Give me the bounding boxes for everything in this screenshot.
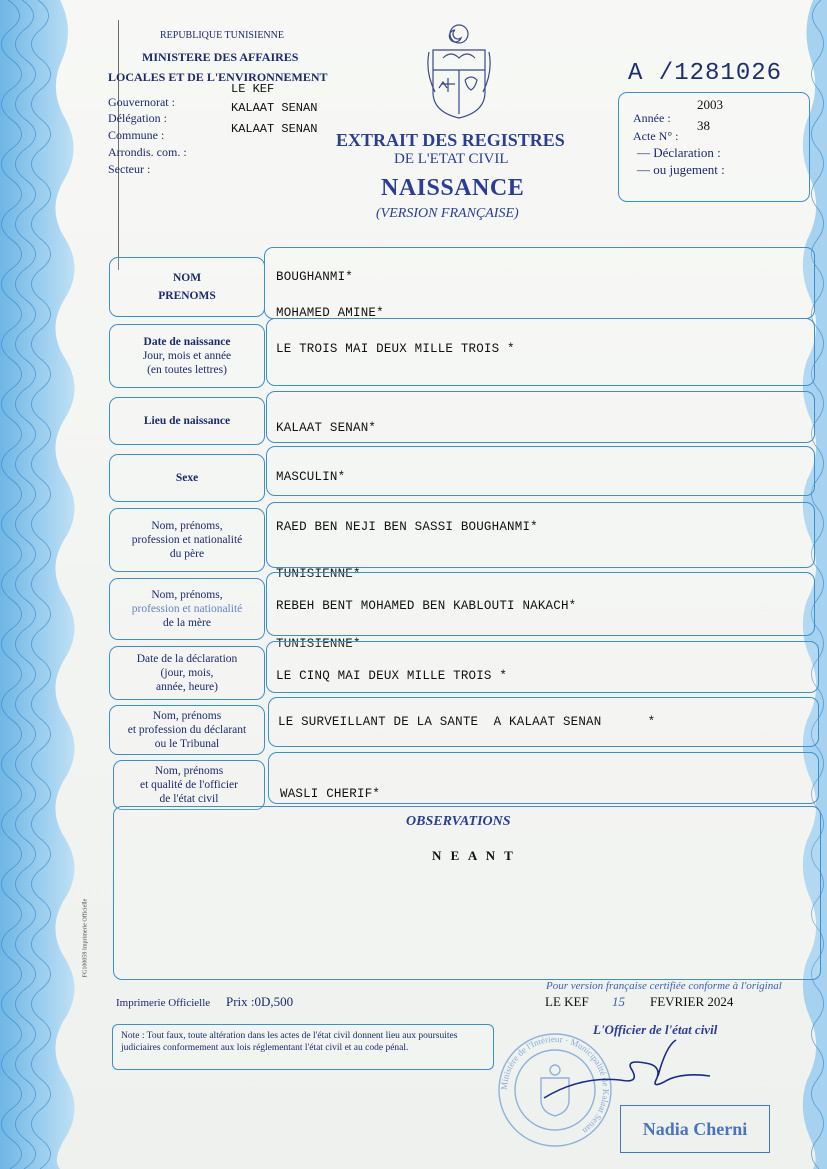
signatory-name: Nadia Cherni bbox=[642, 1119, 748, 1139]
row-sexe-label bbox=[109, 454, 265, 502]
annee-label: Année : bbox=[633, 111, 671, 125]
row-decl-value bbox=[266, 641, 819, 693]
dob-label-3: (en toutes lettres) bbox=[147, 364, 227, 376]
decl-label-1: Date de la déclaration bbox=[136, 653, 238, 665]
declarant-label-3: ou le Tribunal bbox=[154, 738, 220, 750]
mere-label-1: Nom, prénoms, bbox=[151, 589, 223, 601]
dob-value: LE TROIS MAI DEUX MILLE TROIS * bbox=[276, 342, 515, 356]
row-declarant-label bbox=[109, 705, 265, 755]
side-print: FG100059 Imprimerie Officielle bbox=[82, 898, 89, 978]
ministry-line1: MINISTERE DES AFFAIRES bbox=[142, 50, 299, 64]
officier-signature-label: L'Officier de l'état civil bbox=[593, 1022, 718, 1037]
observations-title: OBSERVATIONS bbox=[406, 814, 511, 829]
delegation-value: KALAAT SENAN bbox=[231, 101, 318, 115]
row-officier-label bbox=[113, 760, 265, 810]
commune-value: KALAAT SENAN bbox=[231, 122, 318, 136]
sexe-value: MASCULIN* bbox=[276, 470, 346, 484]
serial-number: A /1281026 bbox=[628, 60, 783, 87]
title-main: NAISSANCE bbox=[381, 175, 525, 201]
row-nom-label bbox=[109, 257, 265, 317]
date-lieu: LE KEF bbox=[545, 994, 589, 1009]
row-pere-label bbox=[109, 508, 265, 572]
row-lieu-value bbox=[266, 391, 815, 443]
declarant-label-1: Nom, prénoms bbox=[152, 710, 222, 722]
prix-label: Prix :0D,500 bbox=[226, 994, 294, 1009]
ministry-line2: LOCALES ET DE L'ENVIRONNEMENT bbox=[108, 70, 328, 84]
handwritten-signature bbox=[540, 1036, 740, 1106]
note-box bbox=[112, 1024, 494, 1070]
observations-box bbox=[113, 806, 821, 980]
date-mois-annee: FEVRIER 2024 bbox=[650, 994, 734, 1009]
imprimerie-label: Imprimerie Officielle bbox=[116, 997, 211, 1009]
signatory-stamp bbox=[620, 1105, 770, 1153]
prenom-value: MOHAMED AMINE* bbox=[276, 306, 384, 320]
row-pere-value bbox=[266, 502, 815, 568]
nom-value: BOUGHANMI* bbox=[276, 270, 354, 284]
sexe-label: Sexe bbox=[175, 472, 199, 484]
row-dob-label bbox=[109, 324, 265, 388]
annee-value: 2003 bbox=[697, 97, 723, 112]
arrondis-label: Arrondis. com. : bbox=[108, 145, 187, 159]
stamp-text: Ministère de l'Intérieur · Municipalité de Kalaat Senan bbox=[498, 1033, 612, 1137]
lieu-label: Lieu de naissance bbox=[143, 415, 231, 427]
declarant-value: LE SURVEILLANT DE LA SANTE A KALAAT SENAN * bbox=[278, 715, 656, 729]
pere-label-1: Nom, prénoms, bbox=[151, 520, 223, 532]
row-sexe-value bbox=[266, 446, 815, 496]
title-version: (VERSION FRANÇAISE) bbox=[376, 206, 519, 221]
decl-label-3: année, heure) bbox=[156, 681, 218, 693]
decl-label-2: (jour, mois, bbox=[160, 667, 214, 679]
date-jour: 15 bbox=[612, 994, 625, 1009]
officier-value: WASLI CHERIF* bbox=[280, 787, 381, 801]
row-lieu-label bbox=[109, 397, 265, 445]
acte-label: Acte N° : bbox=[633, 129, 679, 143]
mere-nationality: TUNISIENNE* bbox=[276, 637, 361, 651]
officier-label-3: de l'état civil bbox=[159, 793, 219, 805]
guilloche-border-left bbox=[0, 0, 95, 1169]
declaration-label: — Déclaration : bbox=[637, 145, 721, 160]
decl-value: LE CINQ MAI DEUX MILLE TROIS * bbox=[276, 669, 508, 683]
pere-value: RAED BEN NEJI BEN SASSI BOUGHANMI* bbox=[276, 520, 538, 534]
title-line1: EXTRAIT DES REGISTRES bbox=[336, 130, 565, 150]
pere-nationality: TUNISIENNE* bbox=[276, 567, 361, 581]
declarant-label-2: et profession du déclarant bbox=[127, 724, 247, 736]
row-decl-label bbox=[109, 646, 265, 700]
acte-box bbox=[618, 92, 810, 202]
pere-label-3: du père bbox=[169, 548, 205, 560]
gouvernorat-value: LE KEF bbox=[231, 82, 275, 96]
lieu-value: KALAAT SENAN* bbox=[276, 421, 377, 435]
note-text: Note : Tout faux, toute altération dans les actes de l'état civil donnent lieu aux poursuites judiciaires conformement aux lois réglementant l'état civil et au code pénal. bbox=[121, 1031, 458, 1053]
delegation-label: Délégation : bbox=[108, 111, 167, 125]
mere-label-2: profession et nationalité bbox=[131, 603, 243, 615]
officier-label-2: et qualité de l'officier bbox=[140, 779, 238, 791]
commune-label: Commune : bbox=[108, 128, 165, 142]
mere-label-3: de la mère bbox=[163, 617, 211, 629]
row-mere-label bbox=[109, 578, 265, 640]
title-line2: DE L'ETAT CIVIL bbox=[394, 151, 509, 167]
secteur-label: Secteur : bbox=[108, 162, 151, 176]
certifiee-label: Pour version française certifiée conforme à l'original bbox=[546, 980, 782, 992]
tunisia-coat-of-arms-icon bbox=[425, 22, 493, 120]
mere-value: REBEH BENT MOHAMED BEN KABLOUTI NAKACH* bbox=[276, 599, 577, 613]
acte-value: 38 bbox=[697, 118, 710, 133]
prenoms-label: PRENOMS bbox=[158, 290, 216, 302]
dob-label-1: Date de naissance bbox=[143, 336, 231, 348]
nom-label: NOM bbox=[172, 272, 202, 284]
observations-value: N E A N T bbox=[432, 848, 516, 863]
dob-label-2: Jour, mois et année bbox=[142, 350, 232, 362]
pere-label-2: profession et nationalité bbox=[131, 534, 243, 546]
jugement-label: — ou jugement : bbox=[637, 162, 725, 177]
gouvernorat-label: Gouvernorat : bbox=[108, 95, 175, 109]
republic-label: REPUBLIQUE TUNISIENNE bbox=[160, 30, 284, 41]
officier-label-1: Nom, prénoms bbox=[154, 765, 224, 777]
